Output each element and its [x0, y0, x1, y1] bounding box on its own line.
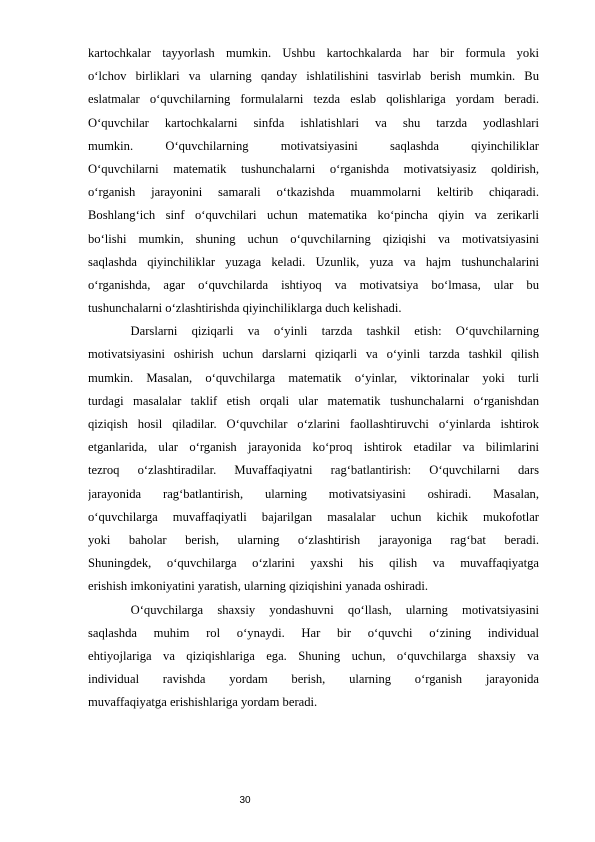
text-line: O‘quvchilar kartochkalarni sinfda ishlatishlari va shu tarzda yodlashlari [88, 115, 539, 130]
paragraph [88, 42, 539, 320]
text-line: yoki baholar berish, ularning o‘zlashtirish jarayoniga rag‘bat beradi. [88, 532, 539, 547]
text-line: tezroq o‘zlashtiradilar. Muvaffaqiyatni rag‘batlantirish: O‘quvchilarni dars [88, 463, 539, 478]
text-line: mumkin. Masalan, o‘quvchilarga matematik o‘yinlar, viktorinalar yoki turli [88, 370, 539, 385]
text-line: saqlashda muhim rol o‘ynaydi. Har bir o‘quvchi o‘zining individual [88, 625, 539, 640]
text-line: motivatsiyasini oshirish uchun darslarni qiziqarli va o‘yinli tarzda tashkil qilish [88, 347, 539, 362]
text-line: o‘quvchilarga muvaffaqiyatli bajarilgan masalalar uchun kichik mukofotlar [88, 509, 539, 524]
document-body [88, 42, 539, 714]
text-line: etganlarida, ular o‘rganish jarayonida ko‘proq ishtirok etadilar va bilimlarini [88, 440, 539, 455]
text-line: O‘quvchilarni matematik tushunchalarni o‘rganishda motivatsiyasiz qoldirish, [88, 161, 539, 176]
text-line: mumkin. O‘quvchilarning motivatsiyasini saqlashda qiyinchiliklar [88, 138, 539, 153]
text-line: O‘quvchilarga shaxsiy yondashuvni qo‘llash, ularning motivatsiyasini [88, 602, 539, 617]
text-line: saqlashda qiyinchiliklar yuzaga keladi. Uzunlik, yuza va hajm tushunchalarini [88, 254, 539, 269]
text-line: Shuningdek, o‘quvchilarga o‘zlarini yaxshi his qilish va muvaffaqiyatga [88, 556, 539, 571]
text-line: individual ravishda yordam berish, ularning o‘rganish jarayonida [88, 672, 539, 687]
text-line: muvaffaqiyatga erishishlariga yordam beradi. [88, 695, 318, 710]
paragraph [88, 320, 539, 598]
text-line: o‘lchov birliklari va ularning qanday ishlatilishini tasvirlab berish mumkin. Bu [88, 69, 539, 84]
text-line: jarayonida rag‘batlantirish, ularning motivatsiyasini oshiradi. Masalan, [88, 486, 539, 501]
text-line: erishish imkoniyatini yaratish, ularning qiziqishini yanada oshiradi. [88, 579, 428, 594]
text-line: Darslarni qiziqarli va o‘yinli tarzda tashkil etish: O‘quvchilarning [88, 324, 539, 339]
page-number: 30 [239, 795, 251, 806]
text-line: bo‘lishi mumkin, shuning uchun o‘quvchilarning qiziqishi va motivatsiyasini [88, 231, 539, 246]
text-line: ehtiyojlariga va qiziqishlariga ega. Shuning uchun, o‘quvchilarga shaxsiy va [88, 648, 539, 663]
text-line: turdagi masalalar taklif etish orqali ular matematik tushunchalarni o‘rganishdan [88, 393, 539, 408]
text-line: eslatmalar o‘quvchilarning formulalarni tezda eslab qolishlariga yordam beradi. [88, 92, 539, 107]
text-line: Boshlang‘ich sinf o‘quvchilari uchun matematika ko‘pincha qiyin va zerikarli [88, 208, 539, 223]
text-line: o‘rganishda, agar o‘quvchilarda ishtiyoq va motivatsiya bo‘lmasa, ular bu [88, 277, 539, 292]
text-line: kartochkalar tayyorlash mumkin. Ushbu kartochkalarda har bir formula yoki [88, 46, 539, 60]
text-line: o‘rganish jarayonini samarali o‘tkazishda muammolarni keltirib chiqaradi. [88, 185, 539, 200]
text-line: qiziqish hosil qiladilar. O‘quvchilar o‘zlarini faollashtiruvchi o‘yinlarda ishtirok [88, 417, 539, 431]
text-line: tushunchalarni o‘zlashtirishda qiyinchiliklarga duch kelishadi. [88, 301, 402, 316]
paragraph [88, 599, 539, 715]
